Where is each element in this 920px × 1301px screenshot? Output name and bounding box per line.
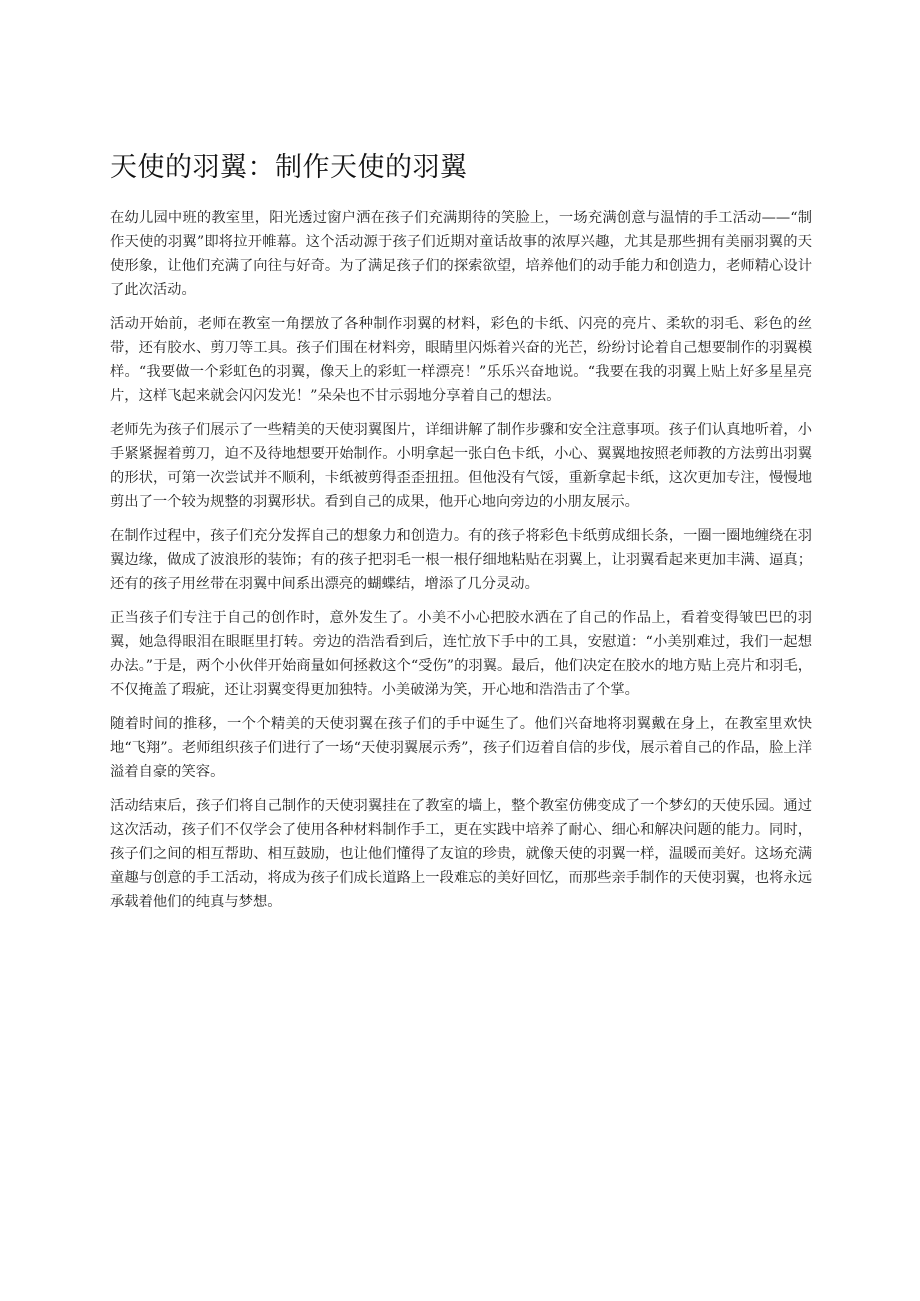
paragraph-7: 活动结束后，孩子们将自己制作的天使羽翼挂在了教室的墙上，整个教室仿佛变成了一个梦幻的天使乐园。通过这次活动，孩子们不仅学会了使用各种材料制作手工，更在实践中培养了耐心、细心和解决问题的能力。同时，孩子们之间的相互帮助、相互鼓励，也让他们懂得了友谊的珍贵，就像天使的羽翼一样，温暖而美好。这场充满童趣与创意的手工活动，将成为孩子们成长道路上一段难忘的美好回忆，而那些亲手制作的天使羽翼，也将永远承载着他们的纯真与梦想。 — [110, 798, 812, 910]
paragraph-3: 老师先为孩子们展示了一些精美的天使羽翼图片，详细讲解了制作步骤和安全注意事项。孩子们认真地听着，小手紧紧握着剪刀，迫不及待地想要开始制作。小明拿起一张白色卡纸，小心、翼翼地按照老师教的方法剪出羽翼的形状，可第一次尝试并不顺利，卡纸被剪得歪歪扭扭。但他没有气馁，重新拿起卡纸，这次更加专注，慢慢地剪出了一个较为规整的羽翼形状。看到自己的成果，他开心地向旁边的小朋友展示。 — [110, 422, 812, 510]
paragraph-1: 在幼儿园中班的教室里，阳光透过窗户洒在孩子们充满期待的笑脸上，一场充满创意与温情的手工活动——“制作天使的羽翼”即将拉开帷幕。这个活动源于孩子们近期对童话故事的浓厚兴趣，尤其是那些拥有美丽羽翼的天使形象，让他们充满了向往与好奇。为了满足孩子们的探索欲望，培养他们的动手能力和创造力，老师精心设计了此次活动。 — [110, 210, 812, 298]
page-title: 天使的羽翼：制作天使的羽翼 — [110, 152, 468, 183]
paragraph-2: 活动开始前，老师在教室一角摆放了各种制作羽翼的材料，彩色的卡纸、闪亮的亮片、柔软的羽毛、彩色的丝带，还有胶水、剪刀等工具。孩子们围在材料旁，眼睛里闪烁着兴奋的光芒，纷纷讨论着自己想要制作的羽翼模样。“我要做一个彩虹色的羽翼，像天上的彩虹一样漂亮！”乐乐兴奋地说。“我要在我的羽翼上贴上好多星星亮片，这样飞起来就会闪闪发光！”朵朵也不甘示弱地分享着自己的想法。 — [110, 316, 812, 404]
paragraph-5: 正当孩子们专注于自己的创作时，意外发生了。小美不小心把胶水洒在了自己的作品上，看着变得皱巴巴的羽翼，她急得眼泪在眼眶里打转。旁边的浩浩看到后，连忙放下手中的工具，安慰道：“小美别难过，我们一起想办法。”于是，两个小伙伴开始商量如何拯救这个“受伤”的羽翼。最后，他们决定在胶水的地方贴上亮片和羽毛，不仅掩盖了瑕疵，还让羽翼变得更加独特。小美破涕为笑，开心地和浩浩击了个掌。 — [110, 610, 812, 698]
document-body — [110, 150, 812, 924]
paragraph-6: 随着时间的推移，一个个精美的天使羽翼在孩子们的手中诞生了。他们兴奋地将羽翼戴在身上，在教室里欢快地“飞翔”。老师组织孩子们进行了一场“天使羽翼展示秀”，孩子们迈着自信的步伐，展示着自己的作品，脸上洋溢着自豪的笑容。 — [110, 716, 812, 780]
paragraph-4: 在制作过程中，孩子们充分发挥自己的想象力和创造力。有的孩子将彩色卡纸剪成细长条，一圈一圈地缠绕在羽翼边缘，做成了波浪形的装饰；有的孩子把羽毛一根一根仔细地粘贴在羽翼上，让羽翼看起来更加丰满、逼真；还有的孩子用丝带在羽翼中间系出漂亮的蝴蝶结，增添了几分灵动。 — [110, 528, 812, 592]
